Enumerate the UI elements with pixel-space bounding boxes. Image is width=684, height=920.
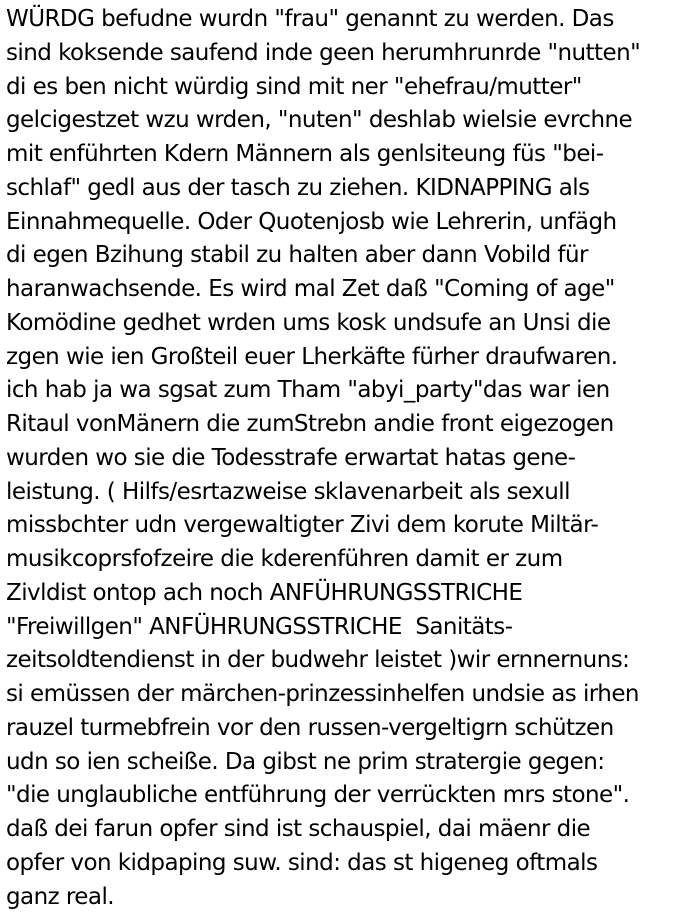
text-line: ganz real.	[6, 883, 115, 910]
text-line: mit enführten Kdern Männern als genlsiteung füs "bei-	[6, 141, 604, 167]
text-line: di es ben nicht würdig sind mit ner "ehefrau/mutter"	[6, 73, 582, 100]
text-line: schlaf" gedl aus der tasch zu ziehen. KIDNAPPING als	[6, 174, 590, 201]
text-line: sind koksende saufend inde geen herumhrunrde "nutten"	[6, 39, 641, 66]
text-line: Komödine gedhet wrden ums kosk undsufe an Unsi die	[6, 309, 611, 336]
text-line: di egen Bzihung stabil zu halten aber dann Vobild für	[6, 242, 588, 269]
text-line: gelcigestzet wzu wrden, "nuten" deshlab wielsie evrchne	[6, 107, 633, 134]
text-line: zgen wie ien Großteil euer Lherkäfte fürher draufwaren.	[6, 343, 618, 370]
text-line: Einnahmequelle. Oder Quotenjosb wie Lehrerin, unfägh	[6, 208, 617, 235]
document-text	[6, 3, 682, 914]
text-line: wurden wo sie die Todesstrafe erwartat hatas gene-	[6, 444, 576, 471]
text-line: opfer von kidpaping suw. sind: das st higeneg oftmals	[6, 849, 598, 876]
text-line: musikcoprsfofzeire die kderenführen damit er zum	[6, 546, 563, 572]
text-line: WÜRDG befudne wurdn "frau" genannt zu werden. Das	[6, 6, 614, 32]
text-line: "Freiwillgen" ANFÜHRUNGSSTRICHE Sanitäts-	[6, 613, 513, 640]
text-line: ich hab ja wa sgsat zum Tham "abyi_party"das war ien	[6, 377, 610, 404]
text-line: zeitsoldtendienst in der budwehr leistet )wir ernnernuns:	[6, 647, 630, 674]
text-line: missbchter udn vergewaltigter Zivi dem korute Miltär-	[6, 512, 599, 539]
text-line: leistung. ( Hilfs/esrtazweise sklavenarbeit als sexull	[6, 478, 570, 505]
text-line: daß dei farun opfer sind ist schauspiel, dai mäenr die	[6, 816, 591, 842]
text-line: "die unglaubliche entführung der verrückten mrs stone".	[6, 782, 630, 809]
text-line: rauzel turmebfrein vor den russen-vergeltigrn schützen	[6, 714, 614, 741]
text-line: haranwachsende. Es wird mal Zet daß "Coming of age"	[6, 276, 615, 302]
text-line: udn so ien scheiße. Da gibst ne prim stratergie gegen:	[6, 748, 605, 775]
text-line: Zivldist ontop ach noch ANFÜHRUNGSSTRICHE	[6, 579, 523, 606]
text-line: si emüssen der märchen-prinzessinhelfen undsie as irhen	[6, 681, 639, 707]
text-line: Ritaul vonMänern die zumStrebn andie front eigezogen	[6, 411, 614, 437]
